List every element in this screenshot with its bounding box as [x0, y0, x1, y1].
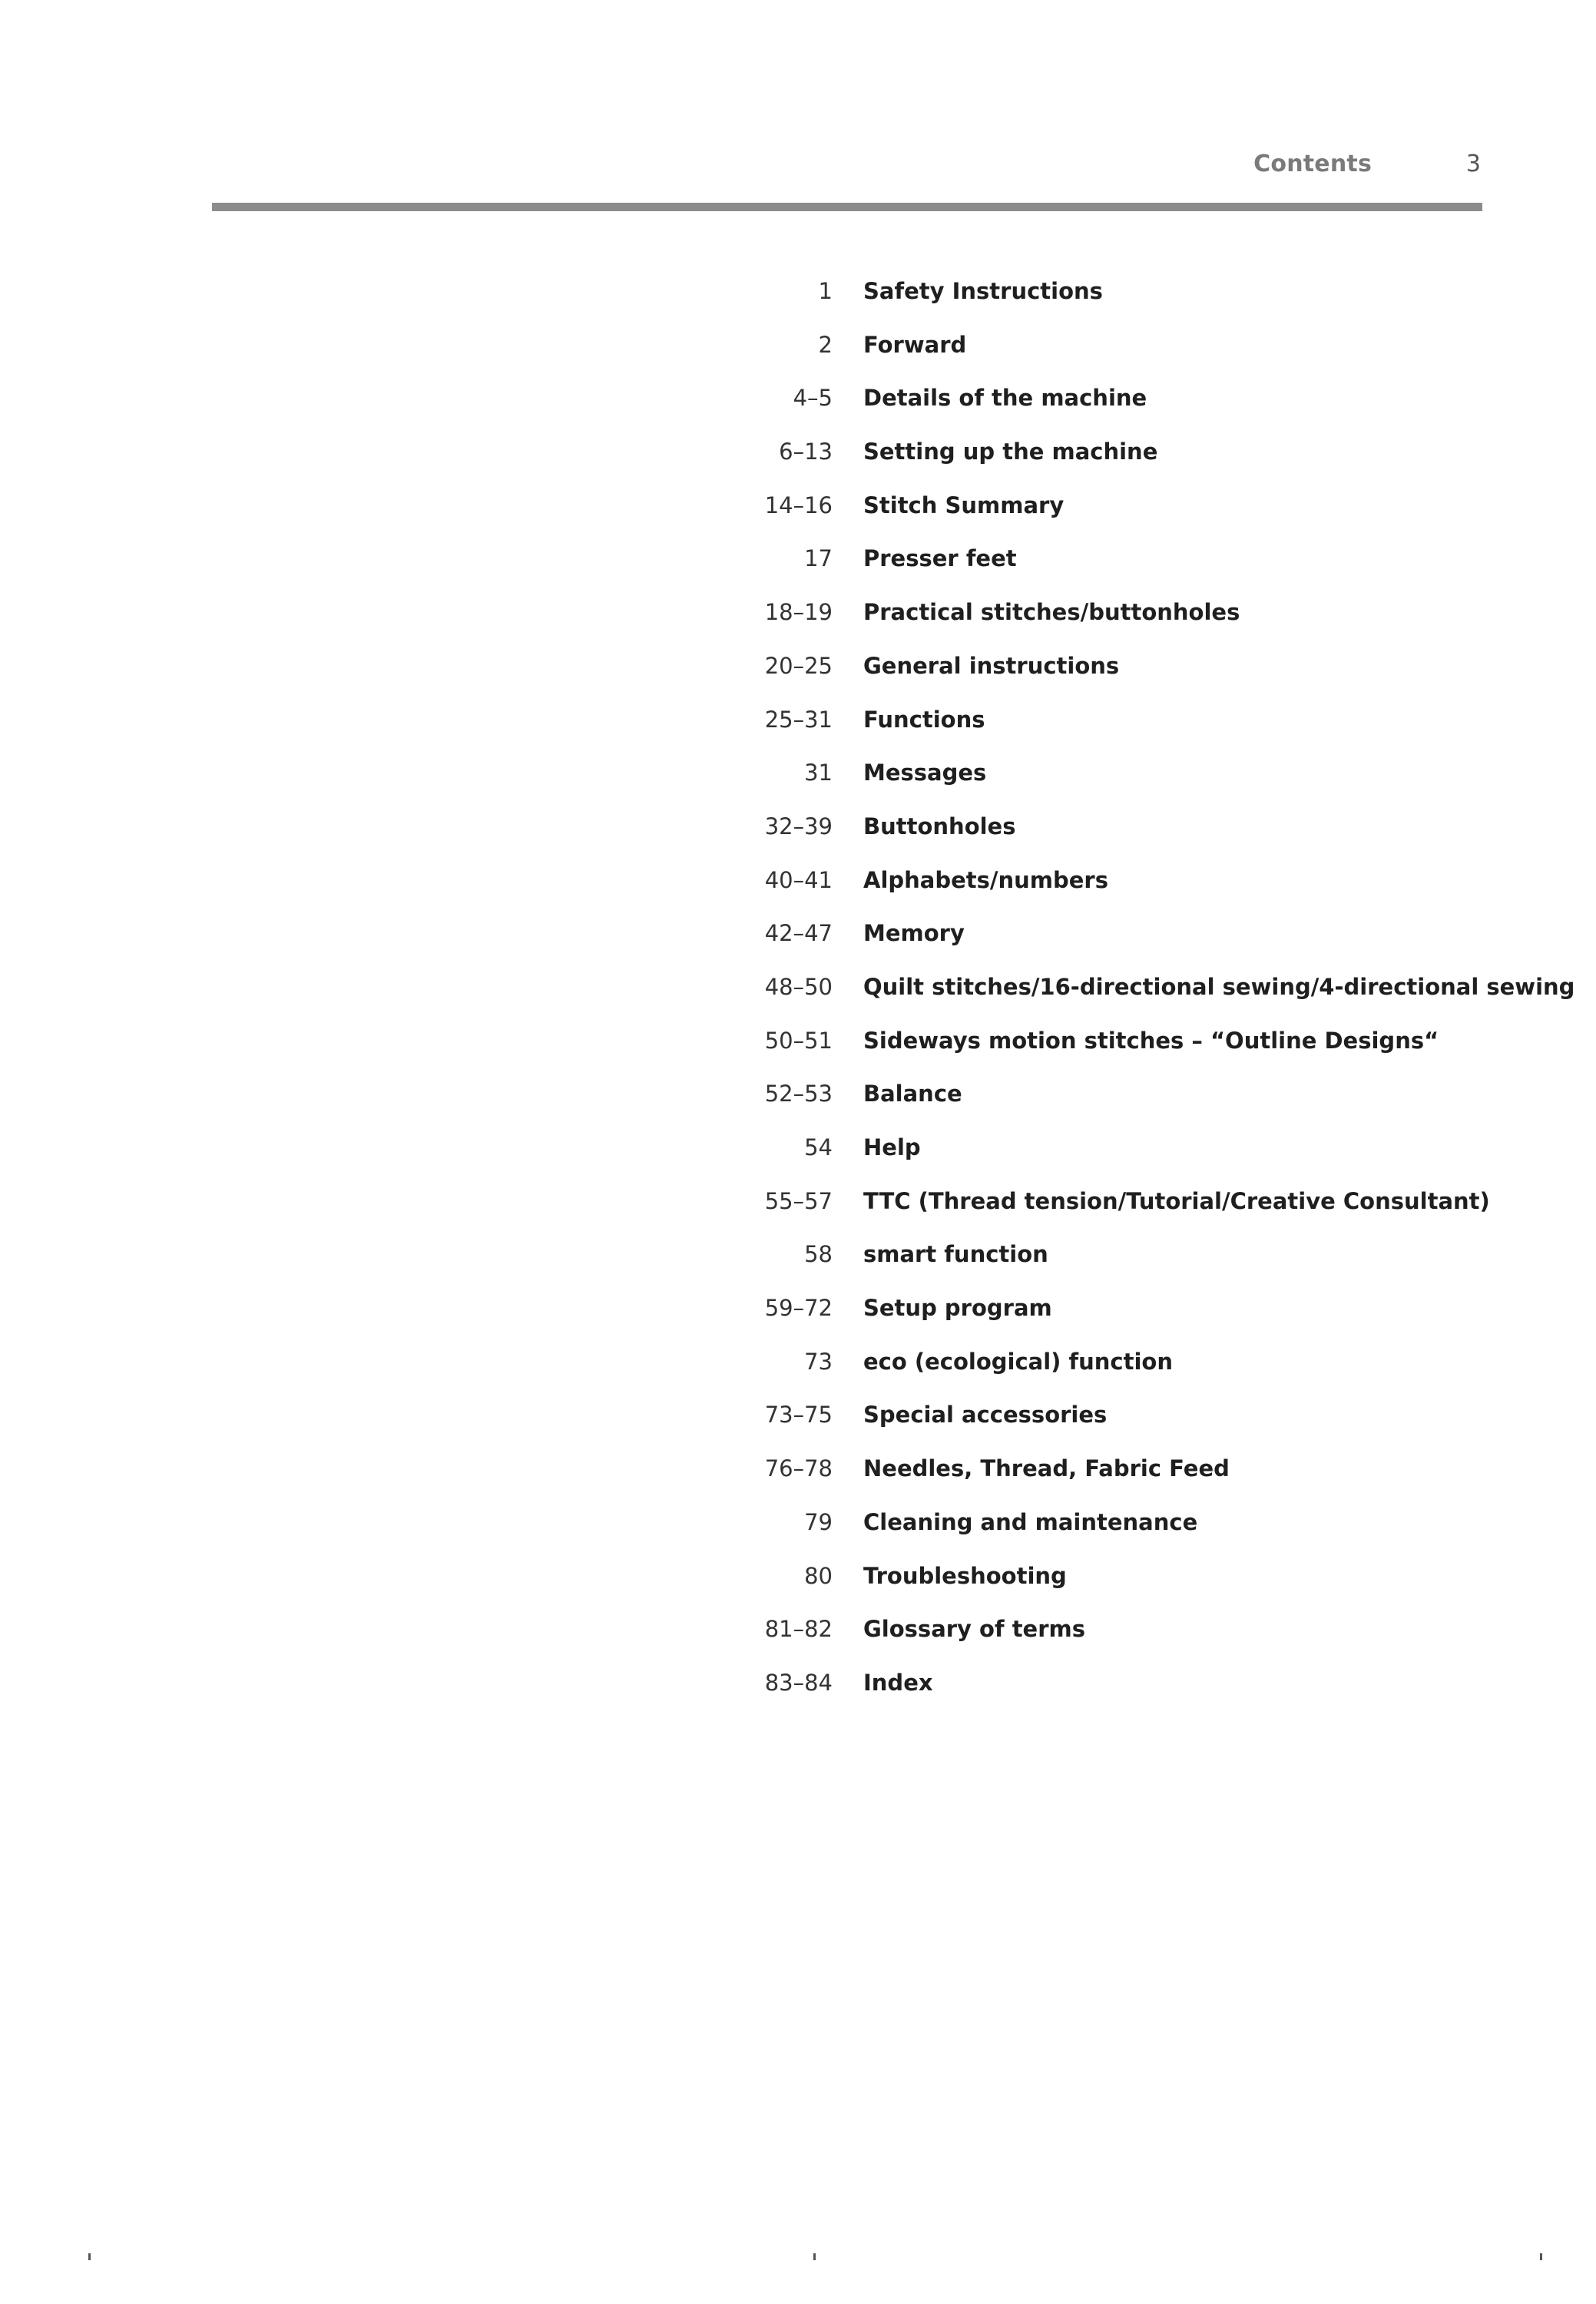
toc-entry-title: Special accessories	[863, 1402, 1108, 1428]
toc-entry[interactable]	[0, 867, 1596, 921]
toc-entry[interactable]	[0, 492, 1596, 546]
toc-entry[interactable]	[0, 385, 1596, 439]
toc-entry[interactable]	[0, 278, 1596, 332]
header-divider	[212, 203, 1482, 211]
toc-entry-title: TTC (Thread tension/Tutorial/Creative Consultant)	[863, 1187, 1490, 1214]
toc-entry-title: Help	[863, 1134, 921, 1160]
toc-page-range: 76–78	[764, 1455, 833, 1482]
toc-entry[interactable]	[0, 974, 1596, 1028]
toc-entry-title: Safety Instructions	[863, 278, 1103, 304]
toc-page-range: 79	[804, 1508, 833, 1535]
toc-entry-title: Details of the machine	[863, 385, 1147, 412]
toc-entry-title: Glossary of terms	[863, 1616, 1086, 1643]
toc-page-range: 18–19	[764, 599, 833, 626]
toc-entry-title: General instructions	[863, 652, 1120, 679]
toc-entry-title: Sideways motion stitches – “Outline Designs“	[863, 1027, 1439, 1054]
toc-entry[interactable]	[0, 1509, 1596, 1563]
toc-page-range: 54	[804, 1134, 833, 1160]
toc-entry-title: Cleaning and maintenance	[863, 1508, 1198, 1535]
toc-page-range: 48–50	[764, 973, 833, 1000]
toc-entry-title: Index	[863, 1669, 933, 1696]
toc-entry[interactable]	[0, 1295, 1596, 1349]
table-of-contents	[0, 278, 1596, 1723]
toc-entry-title: Troubleshooting	[863, 1562, 1067, 1589]
section-title: Contents	[1253, 151, 1372, 177]
toc-entry[interactable]	[0, 1402, 1596, 1455]
toc-entry[interactable]	[0, 1081, 1596, 1134]
toc-page-range: 4–5	[793, 385, 833, 412]
page-number: 3	[1465, 151, 1481, 177]
toc-entry[interactable]	[0, 545, 1596, 599]
toc-page-range: 52–53	[764, 1081, 833, 1107]
toc-entry-title: Memory	[863, 920, 965, 947]
toc-entry-title: Forward	[863, 331, 967, 358]
toc-entry[interactable]	[0, 760, 1596, 813]
toc-entry-title: Buttonholes	[863, 813, 1016, 839]
toc-entry[interactable]	[0, 1455, 1596, 1509]
crop-mark-center	[813, 2253, 816, 2260]
toc-page-range: 58	[804, 1241, 833, 1268]
toc-page-range: 42–47	[764, 920, 833, 947]
toc-entry[interactable]	[0, 332, 1596, 386]
toc-entry[interactable]	[0, 920, 1596, 974]
toc-page-range: 80	[804, 1562, 833, 1589]
toc-entry[interactable]	[0, 653, 1596, 707]
toc-entry-title: eco (ecological) function	[863, 1348, 1173, 1375]
toc-entry-title: Stitch Summary	[863, 492, 1065, 518]
toc-page-range: 55–57	[764, 1187, 833, 1214]
toc-entry-title: Messages	[863, 760, 987, 786]
toc-page-range: 2	[818, 331, 833, 358]
toc-entry[interactable]	[0, 1670, 1596, 1723]
toc-entry-title: Alphabets/numbers	[863, 866, 1108, 893]
toc-entry-title: Presser feet	[863, 545, 1017, 572]
toc-page-range: 81–82	[764, 1616, 833, 1643]
toc-page-range: 17	[804, 545, 833, 572]
crop-mark-left	[88, 2253, 91, 2260]
toc-entry[interactable]	[0, 1028, 1596, 1081]
toc-entry-title: Setting up the machine	[863, 439, 1158, 465]
toc-entry[interactable]	[0, 599, 1596, 653]
toc-entry-title: Functions	[863, 706, 985, 733]
toc-page-range: 73–75	[764, 1402, 833, 1428]
toc-page-range: 32–39	[764, 813, 833, 839]
page-header	[0, 151, 1596, 189]
toc-entry[interactable]	[0, 707, 1596, 760]
toc-page-range: 25–31	[764, 706, 833, 733]
toc-entry-title: Quilt stitches/16-directional sewing/4-directional sewing	[863, 973, 1575, 1000]
toc-page-range: 31	[804, 760, 833, 786]
crop-mark-right	[1540, 2253, 1542, 2260]
toc-page-range: 14–16	[764, 492, 833, 518]
toc-entry[interactable]	[0, 439, 1596, 492]
toc-entry[interactable]	[0, 1134, 1596, 1188]
toc-entry[interactable]	[0, 813, 1596, 867]
toc-entry[interactable]	[0, 1563, 1596, 1617]
toc-entry-title: Practical stitches/buttonholes	[863, 599, 1240, 626]
toc-page-range: 83–84	[764, 1669, 833, 1696]
toc-page-range: 1	[818, 278, 833, 304]
toc-page-range: 73	[804, 1348, 833, 1375]
toc-entry-title: Setup program	[863, 1295, 1052, 1322]
toc-page-range: 6–13	[779, 439, 833, 465]
toc-page-range: 20–25	[764, 652, 833, 679]
toc-page-range: 50–51	[764, 1027, 833, 1054]
toc-entry-title: Needles, Thread, Fabric Feed	[863, 1455, 1230, 1482]
toc-page-range: 40–41	[764, 866, 833, 893]
toc-entry[interactable]	[0, 1616, 1596, 1670]
toc-entry-title: Balance	[863, 1081, 962, 1107]
toc-entry-title: smart function	[863, 1241, 1048, 1268]
toc-page-range: 59–72	[764, 1295, 833, 1322]
toc-entry[interactable]	[0, 1241, 1596, 1295]
toc-entry[interactable]	[0, 1188, 1596, 1242]
toc-entry[interactable]	[0, 1349, 1596, 1402]
